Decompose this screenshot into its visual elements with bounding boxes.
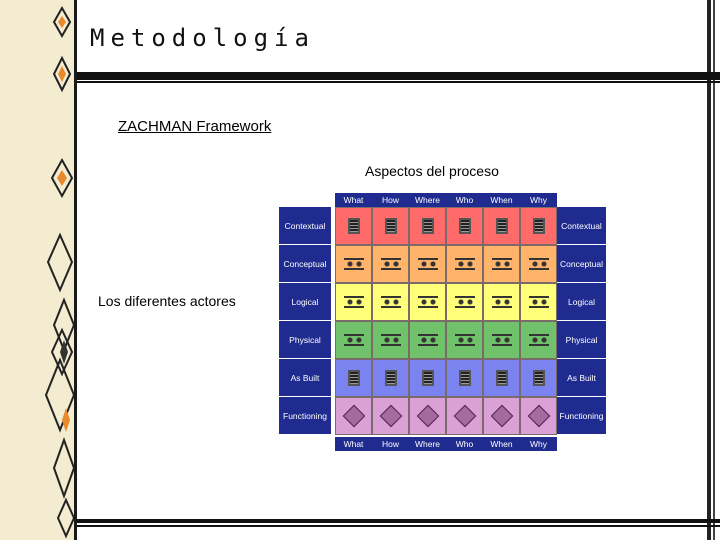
frame-bottom <box>77 519 720 523</box>
column-footer: Why <box>520 437 557 451</box>
row-label-right: Contextual <box>557 207 606 244</box>
column-footer: How <box>372 437 409 451</box>
decorative-strip <box>0 0 76 540</box>
column-footer: Who <box>446 437 483 451</box>
row-label-right: Logical <box>557 283 606 320</box>
column-header: Where <box>409 193 446 207</box>
model-icon <box>342 405 365 428</box>
column-header: Why <box>520 193 557 207</box>
grid-cell <box>409 397 446 435</box>
grid-cell <box>335 207 372 245</box>
zachman-grid <box>279 193 606 451</box>
grid-cell <box>372 245 409 283</box>
model-icon <box>492 258 512 270</box>
model-icon <box>381 334 401 346</box>
column-footer: When <box>483 437 520 451</box>
model-icon <box>533 370 545 386</box>
grid-cell <box>446 245 483 283</box>
grid-cell <box>335 359 372 397</box>
column-header: When <box>483 193 520 207</box>
slide-title: Metodología <box>90 24 315 52</box>
grid-cell <box>409 207 446 245</box>
model-icon <box>490 405 513 428</box>
row-label-right: Functioning <box>557 397 606 434</box>
model-icon <box>385 218 397 234</box>
row-label-right: Physical <box>557 321 606 358</box>
model-icon <box>385 370 397 386</box>
model-icon <box>418 296 438 308</box>
grid-cell <box>335 321 372 359</box>
model-icon <box>492 296 512 308</box>
model-icon <box>459 218 471 234</box>
column-footer: Where <box>409 437 446 451</box>
grid-cell <box>409 283 446 321</box>
model-icon <box>348 370 360 386</box>
grid-cell <box>335 283 372 321</box>
row-label-left: Physical <box>279 321 331 358</box>
grid-cell <box>483 321 520 359</box>
model-icon <box>529 258 549 270</box>
diamond-pattern <box>0 0 76 540</box>
model-icon <box>422 218 434 234</box>
model-icon <box>459 370 471 386</box>
grid-cell <box>409 321 446 359</box>
row-label-left: As Built <box>279 359 331 396</box>
frame-bottom-inner <box>77 525 720 527</box>
grid-cell <box>520 359 557 397</box>
grid-cell <box>520 397 557 435</box>
grid-cell <box>372 321 409 359</box>
column-header: What <box>335 193 372 207</box>
model-icon <box>496 218 508 234</box>
row-label-left: Contextual <box>279 207 331 244</box>
model-icon <box>496 370 508 386</box>
model-icon <box>455 296 475 308</box>
model-icon <box>416 405 439 428</box>
grid-cell <box>483 359 520 397</box>
row-label-right: As Built <box>557 359 606 396</box>
model-icon <box>455 334 475 346</box>
grid-cell <box>520 321 557 359</box>
model-icon <box>492 334 512 346</box>
row-label-left: Functioning <box>279 397 331 434</box>
row-label-right: Conceptual <box>557 245 606 282</box>
model-icon <box>422 370 434 386</box>
grid-cell <box>483 397 520 435</box>
model-icon <box>344 334 364 346</box>
model-icon <box>529 334 549 346</box>
model-icon <box>529 296 549 308</box>
grid-cell <box>372 359 409 397</box>
model-icon <box>381 296 401 308</box>
framework-link[interactable]: ZACHMAN Framework <box>118 118 272 135</box>
model-icon <box>379 405 402 428</box>
column-footer: What <box>335 437 372 451</box>
grid-cell <box>372 397 409 435</box>
grid-cell <box>372 283 409 321</box>
grid-cell <box>483 245 520 283</box>
grid-cell <box>446 321 483 359</box>
grid-cell <box>520 245 557 283</box>
model-icon <box>455 258 475 270</box>
actors-label: Los diferentes actores <box>98 293 236 309</box>
grid-cell <box>335 245 372 283</box>
grid-cell <box>446 283 483 321</box>
model-icon <box>381 258 401 270</box>
grid-cell <box>520 207 557 245</box>
grid-cell <box>520 283 557 321</box>
grid-cell <box>446 207 483 245</box>
model-icon <box>344 258 364 270</box>
model-icon <box>533 218 545 234</box>
frame-top-inner <box>77 81 720 83</box>
column-header: How <box>372 193 409 207</box>
grid-cell <box>409 245 446 283</box>
model-icon <box>453 405 476 428</box>
model-icon <box>418 334 438 346</box>
row-label-left: Conceptual <box>279 245 331 282</box>
model-icon <box>348 218 360 234</box>
grid-cell <box>483 283 520 321</box>
grid-cell <box>372 207 409 245</box>
frame-top <box>77 72 720 80</box>
column-header: Who <box>446 193 483 207</box>
grid-cell <box>335 397 372 435</box>
grid-cell <box>446 397 483 435</box>
model-icon <box>418 258 438 270</box>
grid-cell <box>483 207 520 245</box>
model-icon <box>344 296 364 308</box>
grid-cell <box>446 359 483 397</box>
model-icon <box>527 405 550 428</box>
grid-cell <box>409 359 446 397</box>
row-label-left: Logical <box>279 283 331 320</box>
aspects-label: Aspectos del proceso <box>365 163 499 179</box>
